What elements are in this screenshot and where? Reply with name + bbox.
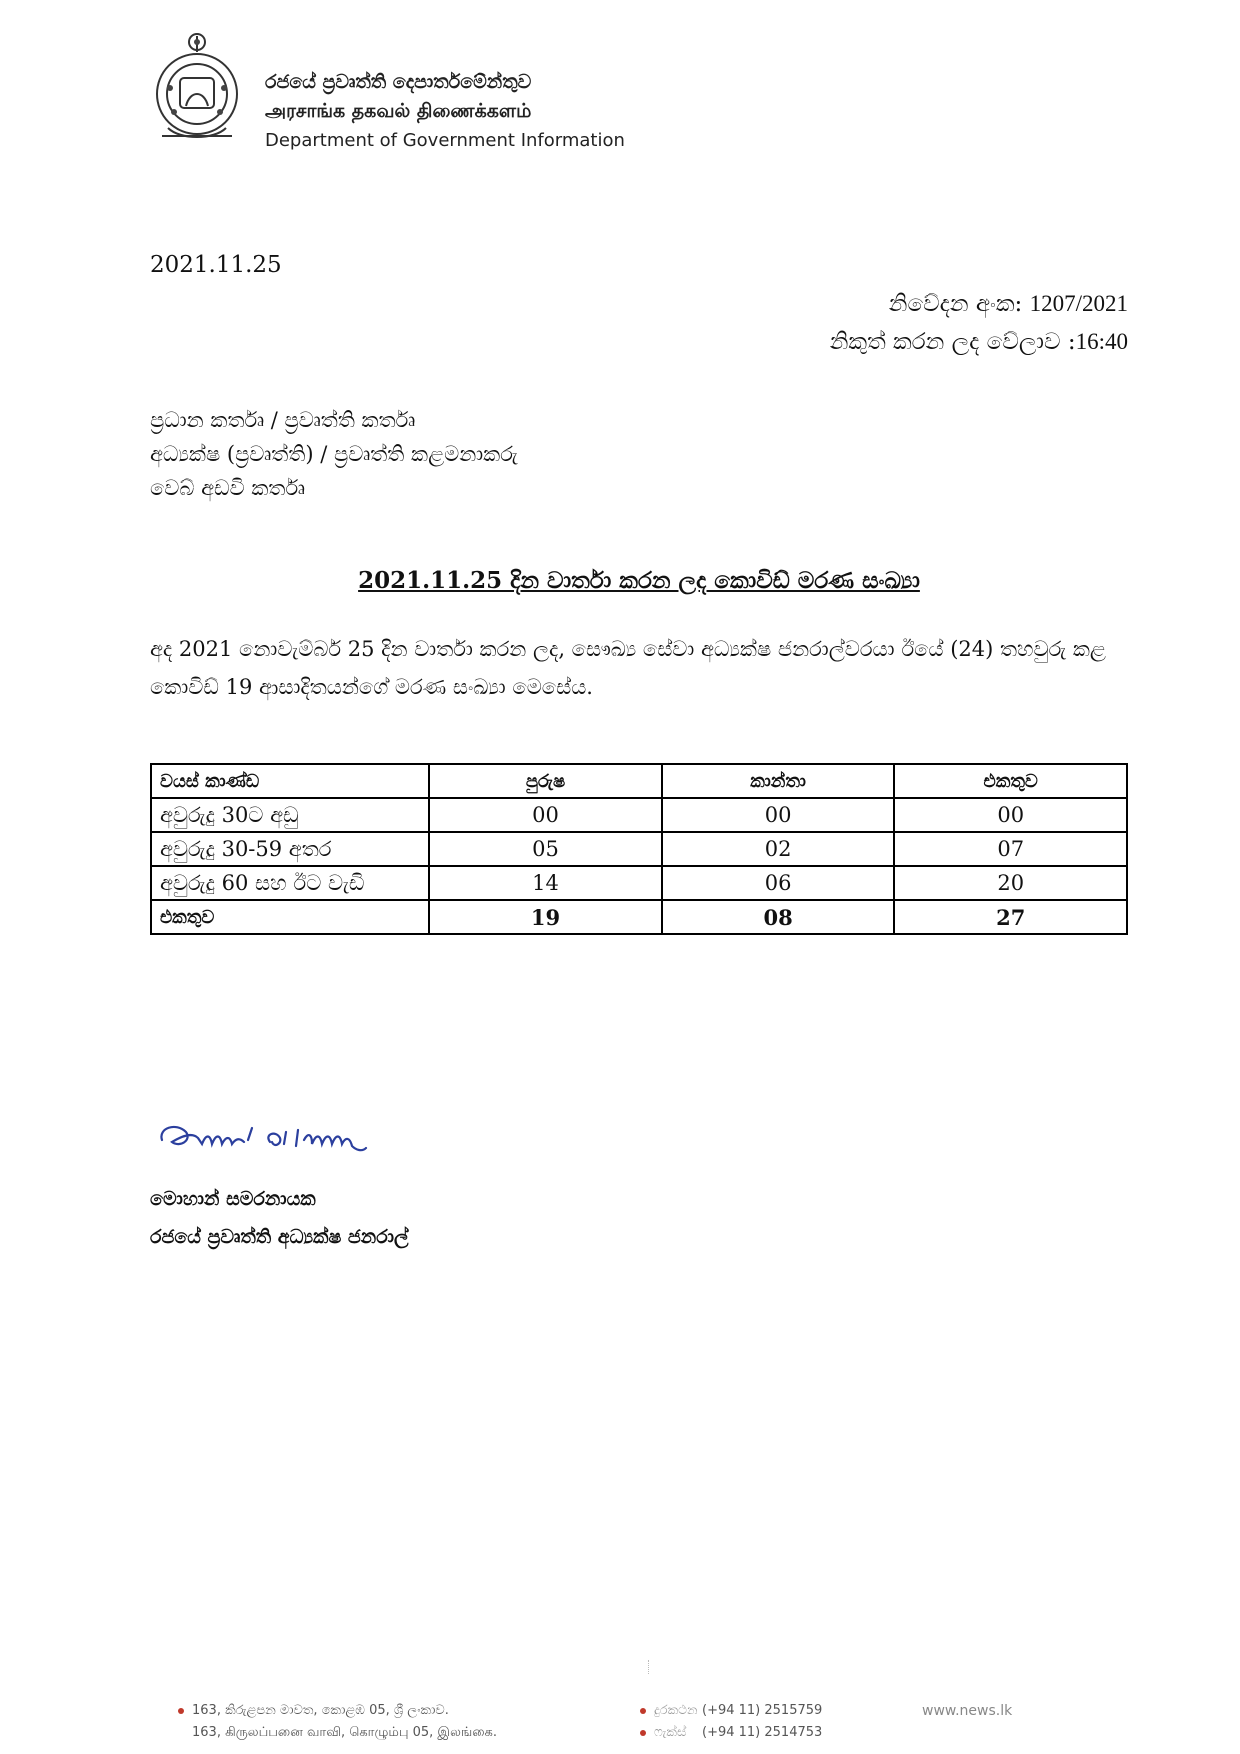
recipient-line: අධ්‍යක්ෂ (ප්‍රවෘත්ති) / ප්‍රවෘත්ති කළමනාකරු	[150, 442, 518, 466]
age-group-cell: අවුරුදු 60 සහ ඊට වැඩි	[151, 866, 429, 900]
male-cell: 14	[429, 866, 662, 900]
sri-lanka-emblem-icon	[150, 28, 245, 150]
document-date: 2021.11.25	[150, 252, 282, 278]
female-cell: 06	[662, 866, 895, 900]
header-female: කාන්තා	[662, 764, 895, 798]
signer-block	[150, 1180, 408, 1256]
total-label-cell: එකතුව	[151, 900, 429, 934]
reference-block	[830, 285, 1128, 361]
male-cell: 00	[429, 798, 662, 832]
age-group-cell: අවුරුදු 30-59 අතර	[151, 832, 429, 866]
footer-divider	[648, 1660, 651, 1674]
letterhead	[150, 28, 670, 158]
org-name-tamil: அரசாங்க தகவல் திணைக்களம்	[265, 100, 532, 122]
recipient-line: වෙබ් අඩවි කර්තෘ	[150, 476, 306, 500]
phone-number: (+94 11) 2515759	[702, 1703, 823, 1718]
bullet-icon	[178, 1708, 184, 1714]
table-row	[151, 832, 1127, 866]
fax-number: (+94 11) 2514753	[702, 1725, 823, 1740]
female-cell: 02	[662, 832, 895, 866]
table-row	[151, 798, 1127, 832]
total-male-cell: 19	[429, 900, 662, 934]
grand-total-cell: 27	[894, 900, 1127, 934]
body-paragraph: අද 2021 නොවැම්බර් 25 දින වාර්තා කරන ලද, සෞඛ්‍ය සේවා අධ්‍යක්ෂ ජනරාල්වරයා ඊයේ (24) තහවුරු කළ කොවිඩ් 19 ආසාදිතයන්ගේ මරණ සංඛ්‍යා මෙසේය.	[150, 637, 1106, 699]
table-total-row	[151, 900, 1127, 934]
total-cell: 20	[894, 866, 1127, 900]
recipients-list	[150, 403, 518, 505]
table-row	[151, 866, 1127, 900]
total-female-cell: 08	[662, 900, 895, 934]
total-cell: 00	[894, 798, 1127, 832]
issue-time: 16:40	[1075, 329, 1128, 354]
header-male: පුරුෂ	[429, 764, 662, 798]
address-sinhala: 163, කිරුළපන මාවත, කොළඹ 05, ශ්‍රී ලංකාව.	[192, 1703, 449, 1718]
female-cell: 00	[662, 798, 895, 832]
header-age-group: වයස් කාණ්ඩ	[151, 764, 429, 798]
notice-number: 1207/2021	[1029, 291, 1128, 316]
document-title: 2021.11.25 දින වාර්තා කරන ලද කොවිඩ් මරණ සංඛ්‍යා	[358, 567, 920, 594]
website-url: www.news.lk	[922, 1703, 1013, 1719]
notice-label: නිවේදන අංක:	[888, 291, 1023, 317]
org-name-sinhala: රජයේ ප්‍රවෘත්ති දෙපාර්තමේන්තුව	[265, 71, 532, 93]
signer-designation: රජයේ ප්‍රවෘත්ති අධ්‍යක්ෂ ජනරාල්	[150, 1226, 409, 1248]
bullet-icon	[640, 1730, 646, 1736]
time-label: නිකුත් කරන ලද වේලාව :	[829, 329, 1076, 355]
footer-address	[178, 1700, 497, 1744]
header-total: එකතුව	[894, 764, 1127, 798]
signer-name: මොහාන් සමරනායක	[150, 1188, 316, 1210]
death-statistics-table	[150, 763, 1128, 935]
org-name-english: Department of Government Information	[265, 130, 625, 151]
male-cell: 05	[429, 832, 662, 866]
notice-number-line	[830, 285, 1128, 323]
address-tamil: 163, கிருலப்பனை வாவி, கொழும்பு 05, இலங்கை.	[192, 1725, 498, 1740]
footer-website	[922, 1700, 1012, 1722]
age-group-cell: අවුරුදු 30ට අඩු	[151, 798, 429, 832]
phone-label: දුරකථන	[654, 1703, 698, 1718]
fax-label: ෆැක්ස්	[654, 1725, 687, 1740]
bullet-icon	[640, 1708, 646, 1714]
issue-time-line	[830, 323, 1128, 361]
table-header-row	[151, 764, 1127, 798]
footer-contacts	[640, 1700, 822, 1744]
handwritten-signature-icon	[152, 1110, 432, 1170]
recipient-line: ප්‍රධාන කර්තෘ / ප්‍රවෘත්ති කර්තෘ	[150, 408, 416, 432]
total-cell: 07	[894, 832, 1127, 866]
